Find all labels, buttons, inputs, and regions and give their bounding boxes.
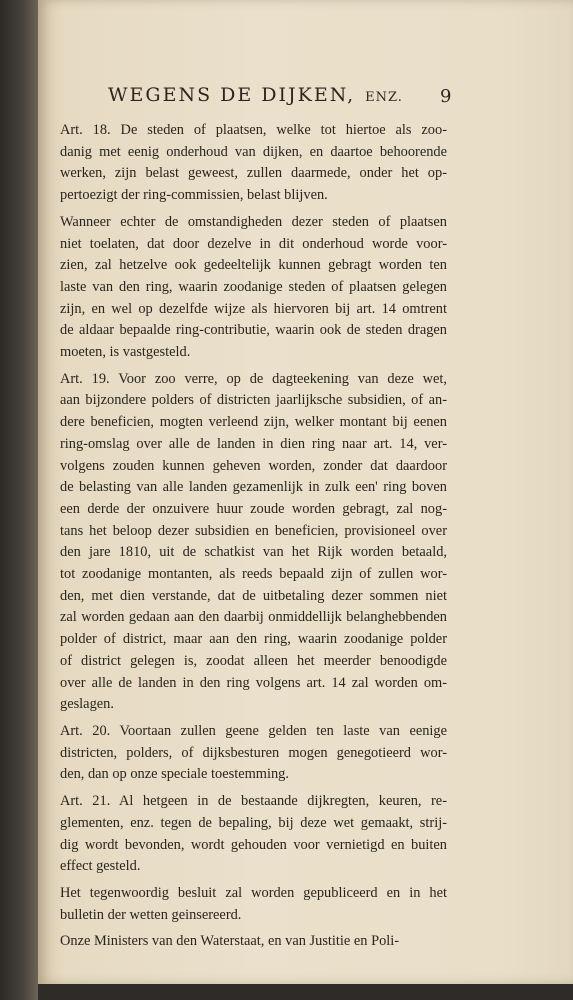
text-line: Het tegenwoordig besluit zal worden gepubliceerd en in het xyxy=(60,884,447,901)
paragraph xyxy=(60,791,447,878)
text-line: pertoezigt der ring-commissien, belast blijven. xyxy=(60,187,328,204)
text-line: een derde der onzuivere huur zoude worden gebragt, zal nog- xyxy=(60,500,447,517)
text-line: den, met dien verstande, dat de uitbetaling dezer sommen niet xyxy=(60,587,447,604)
text-line: de belasting van alle landen gezamenlijk in zulk een' ring boven xyxy=(60,479,447,496)
text-line: geslagen. xyxy=(60,696,114,713)
page-bottom-edge xyxy=(38,984,573,1000)
text-line: zien, zal hetzelve ook gedeeltelijk kunnen gebragt worden ten xyxy=(60,257,447,274)
text-line: glementen, enz. tegen de bepaling, bij deze wet gemaakt, strij- xyxy=(60,814,447,831)
running-head-suffix: ENZ. xyxy=(365,90,403,105)
text-line: Art. 20. Voortaan zullen geene gelden ten laste van eenige xyxy=(60,722,447,739)
text-line: Onze Ministers van den Waterstaat, en van Justitie en Poli- xyxy=(60,933,400,950)
text-line: dig wordt bevonden, wordt gehouden voor vernietigd en buiten xyxy=(60,836,447,853)
paragraph xyxy=(60,120,447,207)
text-line: Art. 19. Voor zoo verre, op de dagteekening van deze wet, xyxy=(60,370,447,387)
paragraph xyxy=(60,212,447,364)
paragraph xyxy=(60,721,447,786)
text-line: Art. 21. Al hetgeen in de bestaande dijkregten, keuren, re- xyxy=(60,793,447,810)
text-line: dere beneficien, mogten verleend zijn, welker montant bij eenen xyxy=(60,414,447,431)
text-line: districten, polders, of dijksbesturen mogen genegotieerd wor- xyxy=(60,744,447,761)
text-line: den jare 1810, uit de schatkist van het Rijk worden betaald, xyxy=(60,544,447,561)
text-line: danig met eenig onderhoud van dijken, en daartoe behoorende xyxy=(60,143,447,160)
running-head xyxy=(108,84,403,106)
text-line: de aldaar bepaalde ring-contributie, waarin ook de steden dragen xyxy=(60,322,447,339)
paragraph xyxy=(60,883,447,926)
running-head-title: WEGENS DE DIJKEN, xyxy=(108,84,356,106)
paragraph xyxy=(60,931,447,953)
text-line: den, dan op onze speciale toestemming. xyxy=(60,766,289,783)
text-line: laste van den ring, waarin zoodanige steden of plaatsen gelegen xyxy=(60,278,447,295)
text-line: volgens zouden kunnen geheven worden, zonder dat daardoor xyxy=(60,457,447,474)
book-spine-shadow xyxy=(0,0,38,1000)
text-line: zijn, en wel op dezelfde wijze als hiervoren bij art. 14 omtrent xyxy=(60,300,447,317)
text-line: Wanneer echter de omstandigheden dezer steden of plaatsen xyxy=(60,213,447,230)
text-line: over alle de landen in den ring volgens art. 14 zal worden om- xyxy=(60,674,447,691)
text-line: of district gelegen is, zoodat alleen het meerder benoodigde xyxy=(60,652,447,669)
text-line: tot zoodanige montanten, als reeds bepaald zijn of zullen wor- xyxy=(60,566,447,583)
text-line: effect gesteld. xyxy=(60,858,141,875)
text-line: moeten, is vastgesteld. xyxy=(60,344,191,361)
body-text xyxy=(60,120,447,958)
text-line: ring-omslag over alle de landen in dien ring naar art. 14, ver- xyxy=(60,435,447,452)
text-line: zal worden gedaan aan den daarbij onmiddellijk belanghebbenden xyxy=(60,609,447,626)
page-number: 9 xyxy=(440,86,452,107)
text-line: bulletin der wetten geinsereerd. xyxy=(60,906,242,923)
text-line: niet toelaten, dat door dezelve in dit onderhoud worde voor- xyxy=(60,235,447,252)
text-line: polder of district, maar aan den ring, waarin zoodanige polder xyxy=(60,631,447,648)
text-line: Art. 18. De steden of plaatsen, welke tot hiertoe als zoo- xyxy=(60,122,447,138)
text-line: werken, zijn belast geweest, zullen daarmede, onder het op- xyxy=(60,165,447,182)
text-line: tans het beloop dezer subsidien en beneficien, provisioneel over xyxy=(60,522,447,539)
paragraph xyxy=(60,369,447,716)
text-line: aan bijzondere polders of districten jaarlijksche subsidien, of an- xyxy=(60,392,447,409)
